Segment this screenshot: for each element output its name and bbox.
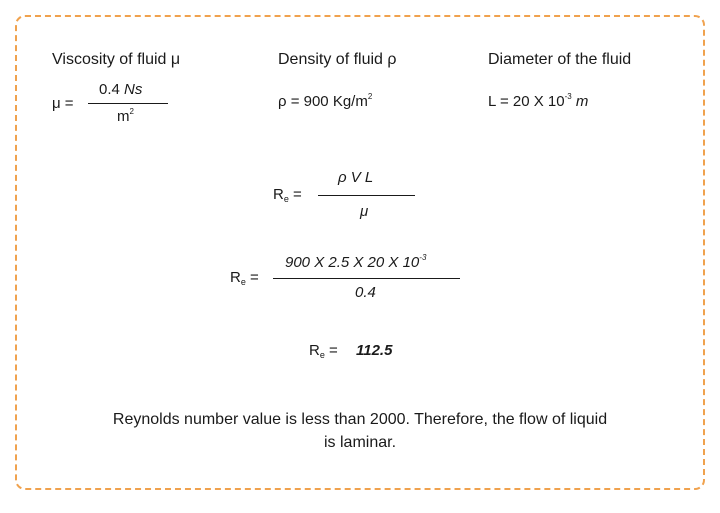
diameter-exp: -3 (564, 92, 572, 101)
diameter-unit: m (575, 93, 589, 110)
viscosity-numerator (99, 81, 142, 98)
formula-lhs (273, 186, 302, 203)
diameter-expression (488, 93, 588, 110)
formula-numerator: ρ V L (338, 169, 374, 186)
formula-sub: e (283, 194, 289, 204)
density-heading: Density of fluid ρ (278, 51, 397, 68)
substitution-lhs (230, 269, 259, 286)
diameter-expr: L = 20 X 10 (488, 93, 565, 110)
formula-denominator: μ (360, 203, 369, 220)
substitution-fraction-line (273, 278, 460, 279)
formula-equals: = (293, 186, 302, 203)
viscosity-denominator-base: m (117, 108, 130, 125)
formula-fraction-line (318, 195, 415, 196)
diameter-heading: Diameter of the fluid (488, 51, 632, 68)
viscosity-value: 0.4 (99, 81, 120, 98)
viscosity-fraction-line (88, 103, 168, 104)
substitution-denominator: 0.4 (355, 284, 376, 301)
result-value: 112.5 (356, 342, 393, 359)
viscosity-denominator (117, 108, 134, 125)
substitution-symbol: R (230, 269, 241, 286)
density-expression (278, 93, 372, 110)
substitution-numerator (285, 254, 426, 271)
density-exp: 2 (367, 92, 373, 101)
viscosity-lhs: μ = (52, 95, 74, 112)
density-expr: ρ = 900 Kg/m (278, 93, 368, 110)
substitution-numerator-text: 900 X 2.5 X 20 X 10 (285, 254, 420, 271)
viscosity-unit: Ns (124, 81, 143, 98)
viscosity-heading: Viscosity of fluid μ (52, 51, 181, 68)
viscosity-denominator-exp: 2 (129, 107, 134, 116)
result-sub: e (319, 350, 325, 360)
result-symbol: R (309, 342, 320, 359)
conclusion-line-2: is laminar. (323, 434, 397, 451)
result-lhs (309, 342, 338, 359)
formula-symbol: R (273, 186, 284, 203)
result-equals: = (329, 342, 338, 359)
substitution-equals: = (250, 269, 259, 286)
conclusion-line-1: Reynolds number value is less than 2000. Therefore, the flow of liquid (112, 411, 608, 428)
substitution-numerator-exp: -3 (419, 253, 427, 262)
substitution-sub: e (240, 277, 246, 287)
